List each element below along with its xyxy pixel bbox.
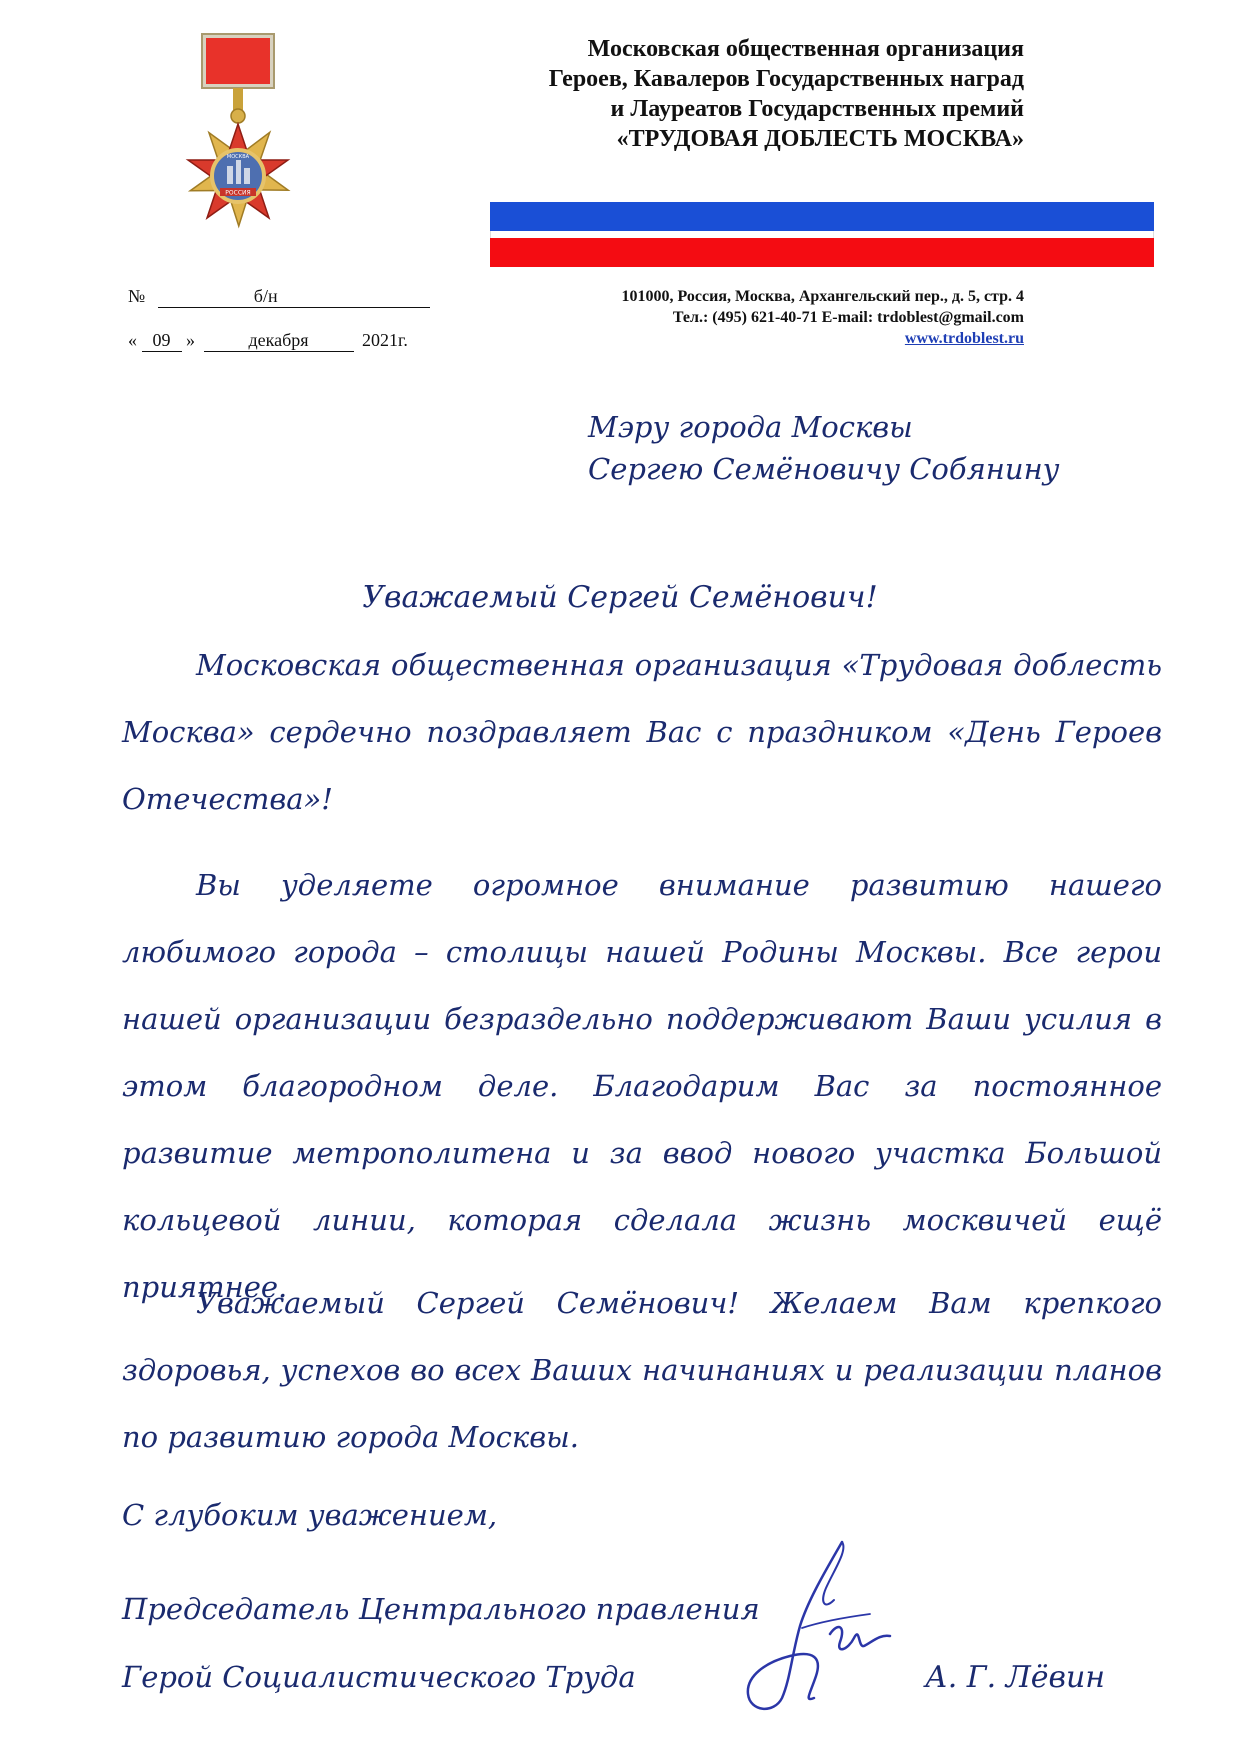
flag-red-stripe (490, 238, 1154, 267)
org-line-3: и Лауреатов Государственных премий (610, 96, 1024, 122)
paragraph-2: Вы уделяете огромное внимание развитию нашего любимого города – столицы нашей Родины Москвы. Все герои нашей организации безраздельно поддерживают Ваши усилия в этом благородном деле. Благодарим Вас за постоянное развитие метрополитена и за ввод нового участка Большой кольцевой линии, которая сделала жизнь москвичей ещё приятнее. (122, 868, 1162, 1304)
date-quote-open: « (128, 330, 137, 350)
date-day: 09 (142, 330, 182, 352)
organization-header (549, 34, 1024, 154)
russian-flag (490, 202, 1154, 267)
date-quote-close: » (186, 330, 195, 350)
number-label: № (128, 286, 146, 306)
medal-center-text: МОСКВА (226, 154, 250, 160)
addressee-line-1: Мэру города Москвы (588, 410, 913, 444)
closing-regards: С глубоким уважением, (122, 1498, 498, 1532)
date-year: 2021г. (362, 330, 408, 350)
number-blank (374, 286, 430, 308)
number-value: б/н (158, 286, 374, 308)
signer-title-1: Председатель Центрального правления (122, 1592, 760, 1626)
addressee-block (588, 406, 1060, 490)
contacts-block (622, 286, 1024, 349)
paragraph-3: Уважаемый Сергей Семёнович! Желаем Вам крепкого здоровья, успехов во всех Ваших начинаниях и реализации планов по развитию города Москвы. (122, 1286, 1162, 1454)
contact-phone-email: Тел.: (495) 621-40-71 E-mail: trdoblest@gmail.com (672, 309, 1024, 326)
website-link[interactable]: www.trdoblest.ru (904, 330, 1024, 347)
registry-date (128, 330, 408, 352)
medal-ribbon-text: РОССИЯ (225, 189, 251, 197)
medal-emblem (170, 30, 306, 260)
salutation: Уважаемый Сергей Семёнович! (362, 580, 878, 615)
addressee-line-2: Сергею Семёновичу Собянину (588, 452, 1060, 486)
paragraph-1: Московская общественная организация «Трудовая доблесть Москва» сердечно поздравляет Вас с праздником «День Героев Отечества»! (122, 648, 1162, 816)
flag-blue-stripe (490, 202, 1154, 231)
flag-white-stripe (490, 231, 1154, 238)
org-line-4: «ТРУДОВАЯ ДОБЛЕСТЬ МОСКВА» (616, 126, 1024, 152)
signer-name: А. Г. Лёвин (925, 1660, 1106, 1695)
signer-title-2: Герой Социалистического Труда (122, 1660, 636, 1694)
registry-number (128, 286, 430, 308)
contact-address: 101000, Россия, Москва, Архангельский пер., д. 5, стр. 4 (621, 288, 1024, 305)
handwritten-signature (730, 1530, 920, 1720)
org-line-2: Героев, Кавалеров Государственных наград (548, 66, 1024, 92)
date-month: декабря (204, 330, 354, 352)
org-line-1: Московская общественная организация (587, 36, 1024, 62)
